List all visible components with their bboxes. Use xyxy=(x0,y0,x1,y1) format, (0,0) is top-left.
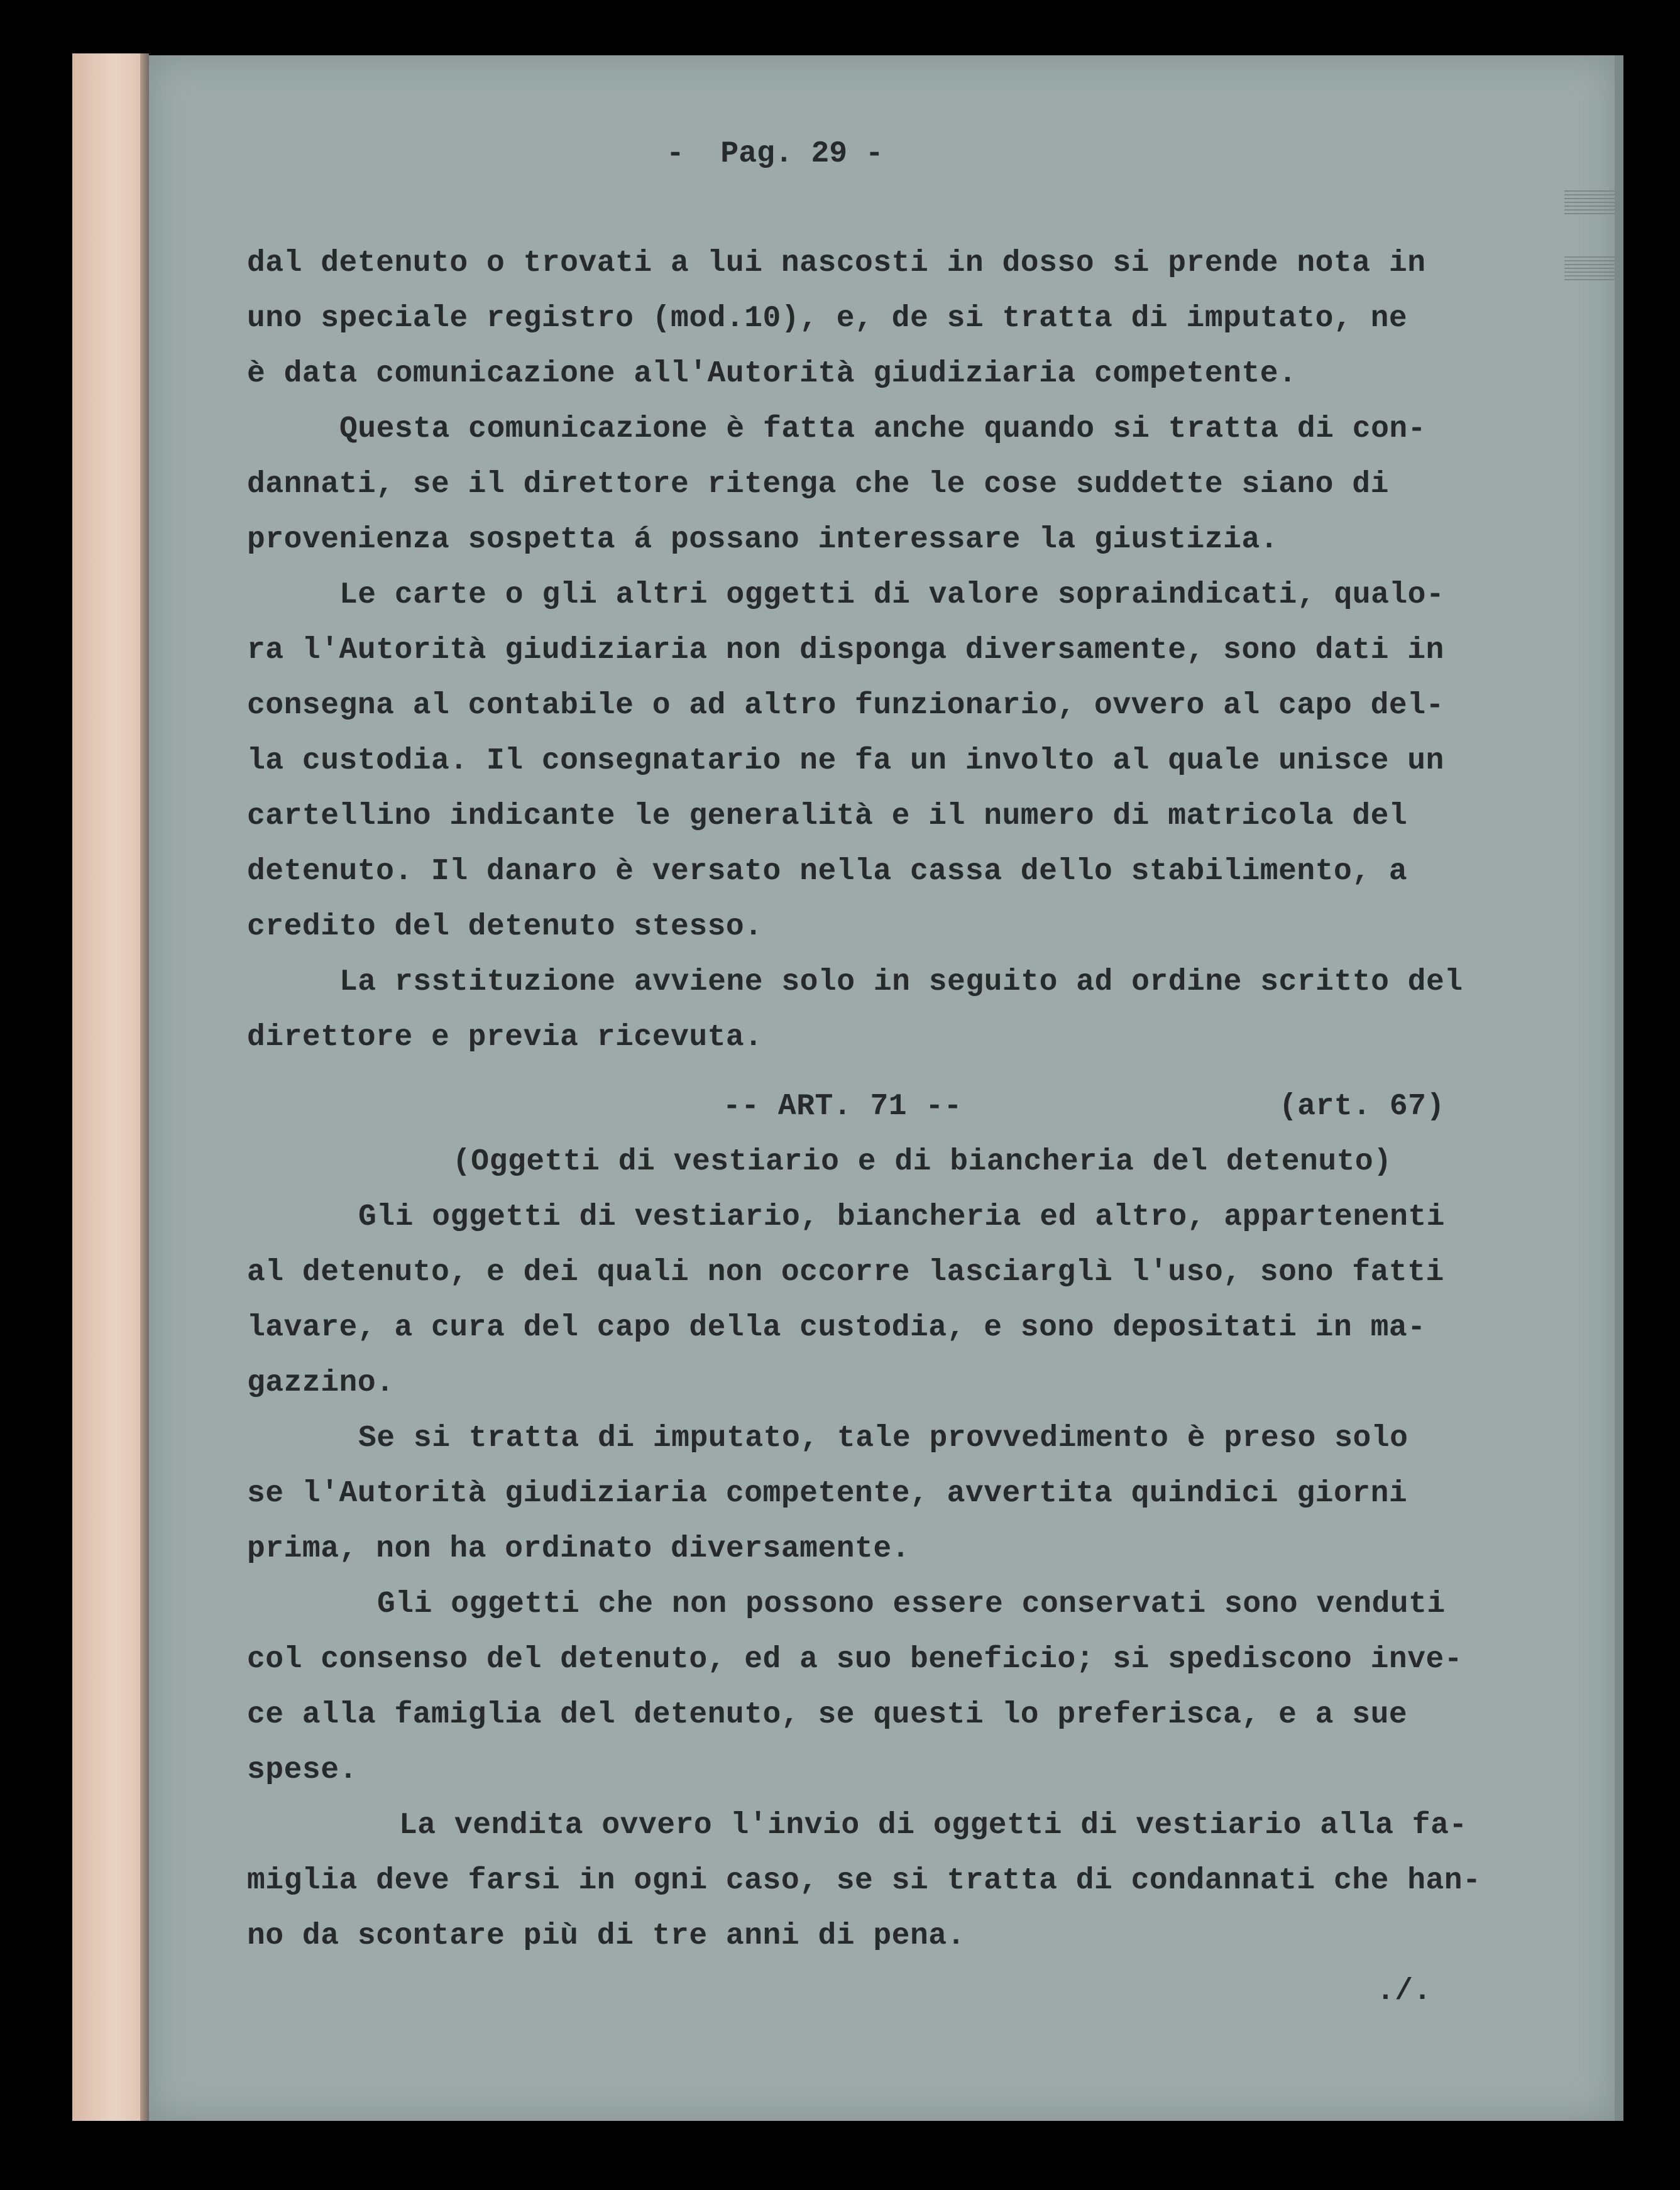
text-line: spese. xyxy=(247,1753,358,1787)
text-line: col consenso del detenuto, ed a suo beneficio; si spediscono inve- xyxy=(247,1643,1463,1677)
continuation-mark: ./. xyxy=(1376,1974,1432,2008)
text-line: prima, non ha ordinato diversamente. xyxy=(247,1532,910,1566)
article-number: -- ART. 71 -- xyxy=(723,1090,962,1124)
binding-edge-strip xyxy=(72,53,148,2121)
text-line: è data comunicazione all'Autorità giudiziaria competente. xyxy=(247,357,1297,391)
text-line: se l'Autorità giudiziaria competente, avvertita quindici giorni xyxy=(247,1477,1408,1511)
text-line: cartellino indicante le generalità e il numero di matricola del xyxy=(247,799,1408,833)
text-line: Questa comunicazione è fatta anche quando si tratta di con- xyxy=(339,412,1426,446)
text-line: lavare, a cura del capo della custodia, e sono depositati in ma- xyxy=(247,1311,1426,1345)
text-line: credito del detenuto stesso. xyxy=(247,910,763,944)
article-title: (Oggetti di vestiario e di biancheria del detenuto) xyxy=(453,1145,1392,1179)
binding-edge-shadow xyxy=(140,53,149,2121)
text-line: al detenuto, e dei quali non occorre lasciarglì l'uso, sono fatti xyxy=(247,1256,1444,1289)
text-line: miglia deve farsi in ogni caso, se si tratta di condannati che han- xyxy=(247,1864,1481,1898)
text-line: dal detenuto o trovati a lui nascosti in dosso si prende nota in xyxy=(247,246,1426,280)
article-reference: (art. 67) xyxy=(1279,1090,1445,1124)
text-line: La rsstituzione avviene solo in seguito ad ordine scritto del xyxy=(339,965,1463,999)
page-edge-marks xyxy=(1564,190,1615,216)
text-line: provenienza sospetta á possano interessare la giustizia. xyxy=(247,523,1279,557)
text-line: detenuto. Il danaro è versato nella cassa dello stabilimento, a xyxy=(247,855,1408,889)
text-line: Le carte o gli altri oggetti di valore sopraindicati, qualo- xyxy=(339,578,1445,612)
text-line: la custodia. Il consegnatario ne fa un involto al quale unisce un xyxy=(247,744,1444,778)
page-edge-marks xyxy=(1564,256,1615,282)
page-number-header: - Pag. 29 - xyxy=(666,137,884,171)
text-line: no da scontare più di tre anni di pena. xyxy=(247,1919,965,1953)
text-line: direttore e previa ricevuta. xyxy=(247,1021,763,1054)
text-line: dannati, se il direttore ritenga che le cose suddette siano di xyxy=(247,468,1389,501)
text-line: Gli oggetti che non possono essere conservati sono venduti xyxy=(377,1587,1446,1621)
text-line: consegna al contabile o ad altro funzionario, ovvero al capo del- xyxy=(247,689,1444,723)
text-line: La vendita ovvero l'invio di oggetti di vestiario alla fa- xyxy=(399,1809,1468,1842)
text-line: Se si tratta di imputato, tale provvedimento è preso solo xyxy=(358,1421,1408,1455)
text-line: gazzino. xyxy=(247,1366,395,1400)
text-line: ce alla famiglia del detenuto, se questi lo preferisca, e a sue xyxy=(247,1698,1408,1732)
text-line: Gli oggetti di vestiario, biancheria ed altro, appartenenti xyxy=(358,1200,1445,1234)
text-line: uno speciale registro (mod.10), e, de si tratta di imputato, ne xyxy=(247,302,1408,336)
text-line: ra l'Autorità giudiziaria non disponga diversamente, sono dati in xyxy=(247,633,1444,667)
